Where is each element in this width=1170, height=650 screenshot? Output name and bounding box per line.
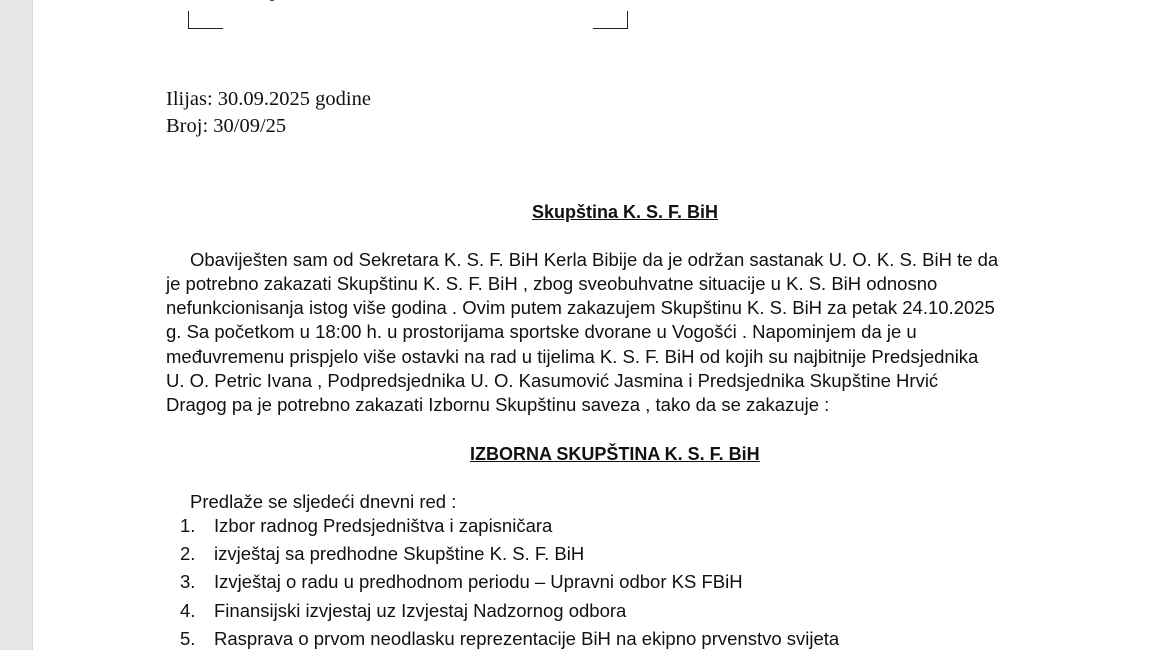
body-line: Dragog pa je potrebno zakazati Izbornu Skupštinu saveza , tako da se zakazuje : bbox=[166, 394, 830, 415]
agenda-item bbox=[180, 602, 626, 621]
document-number: Broj: 30/09/25 bbox=[166, 115, 287, 137]
document-subtitle: IZBORNA SKUPŠTINA K. S. F. BiH bbox=[470, 444, 760, 464]
agenda-item-text: Izvještaj o radu u predhodnom periodu – Upravni odbor KS FBiH bbox=[214, 571, 743, 592]
document-page bbox=[33, 0, 1170, 650]
viewer-left-gutter bbox=[0, 0, 33, 650]
body-line: je potrebno zakazati Skupštinu K. S. F. BiH , zbog sveobuhvatne situacije u K. S. BiH odnosno bbox=[166, 273, 938, 294]
document-title: Skupština K. S. F. BiH bbox=[532, 202, 719, 222]
place-date: Ilijas: 30.09.2025 godine bbox=[166, 88, 371, 110]
agenda-item-text: Rasprava o prvom neodlasku reprezentacije BiH na ekipno prvenstvo svijeta bbox=[214, 628, 840, 649]
address-window-left-corner-mark bbox=[188, 11, 223, 29]
agenda-item-number: 3. bbox=[180, 571, 196, 592]
agenda-intro: Predlaže se sljedeći dnevni red : bbox=[190, 491, 457, 512]
body-line: međuvremenu prispjelo više ostavki na rad u tijelima K. S. F. BiH od kojih su najbitnije Predsjednika bbox=[166, 346, 979, 367]
agenda-item-text: izvještaj sa predhodne Skupštine K. S. F. BiH bbox=[214, 543, 585, 564]
agenda-item-text: Finansijski izvjestaj uz Izvjestaj Nadzornog odbora bbox=[214, 600, 627, 621]
agenda-item bbox=[180, 630, 839, 649]
agenda-item bbox=[180, 517, 552, 536]
agenda-item bbox=[180, 545, 584, 564]
agenda-item-text: Izbor radnog Predsjedništva i zapisničara bbox=[214, 515, 553, 536]
agenda-item-number: 5. bbox=[180, 628, 196, 649]
agenda-item-number: 1. bbox=[180, 515, 196, 536]
agenda-item bbox=[180, 573, 743, 592]
agenda-item-number: 2. bbox=[180, 543, 196, 564]
cropped-letterhead-fragment bbox=[268, 0, 276, 1]
body-line: U. O. Petric Ivana , Podpredsjednika U. O. Kasumović Jasmina i Predsjednika Skupštine Hrvić bbox=[166, 370, 939, 391]
address-window-right-corner-mark bbox=[593, 11, 628, 29]
agenda-item-number: 4. bbox=[180, 600, 196, 621]
body-line: g. Sa početkom u 18:00 h. u prostorijama sportske dvorane u Vogošći . Napominjem da je u bbox=[166, 321, 917, 342]
body-line: nefunkcionisanja istog više godina . Ovim putem zakazujem Skupštinu K. S. BiH za petak 24.10.2025 bbox=[166, 297, 995, 318]
body-line: Obaviješten sam od Sekretara K. S. F. BiH Kerla Bibije da je održan sastanak U. O. K. S. BiH te da bbox=[190, 249, 999, 270]
